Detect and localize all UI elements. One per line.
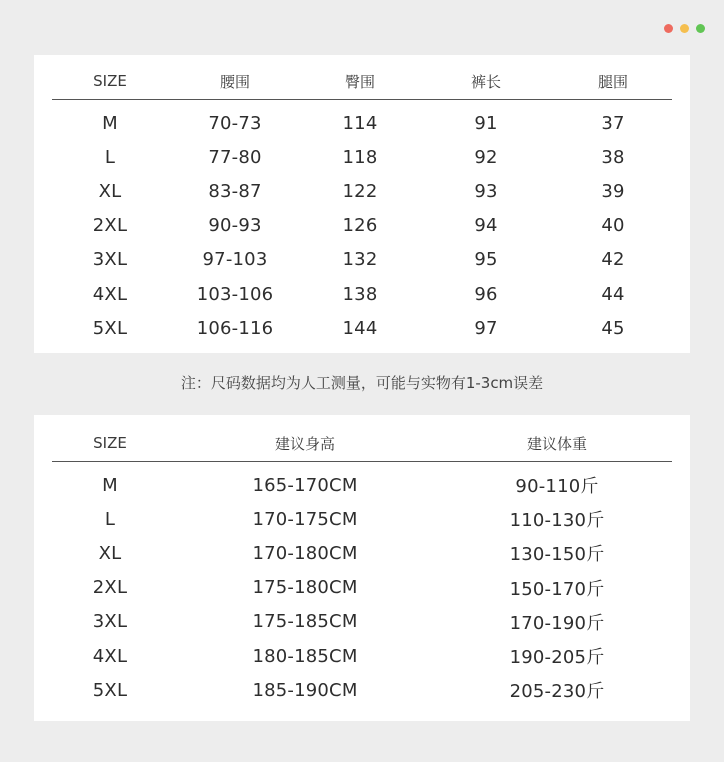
hip-cell: 126 (342, 215, 378, 237)
waist-cell: 77-80 (208, 146, 262, 168)
size-cell: 2XL (92, 577, 128, 599)
table-row (52, 100, 672, 141)
size-cell: XL (98, 542, 122, 564)
table-row (52, 605, 672, 639)
header-size: SIZE (52, 63, 168, 100)
height-cell: 185-190CM (252, 679, 358, 701)
length-cell: 91 (474, 112, 498, 134)
header-height: 建议身高 (168, 425, 442, 462)
table-row (52, 502, 672, 536)
thigh-cell: 37 (601, 112, 625, 134)
thigh-cell: 40 (601, 215, 625, 237)
height-cell: 170-180CM (252, 542, 358, 564)
height-cell: 175-185CM (252, 611, 358, 633)
weight-cell: 130-150斤 (509, 544, 605, 566)
hip-cell: 122 (342, 180, 378, 202)
weight-cell: 190-205斤 (509, 647, 605, 669)
table-header-row (52, 63, 672, 100)
height-cell: 170-175CM (252, 508, 358, 530)
table-header-row (52, 425, 672, 462)
header-hip: 臀围 (302, 63, 418, 100)
waist-cell: 97-103 (202, 249, 268, 271)
table-row (52, 536, 672, 570)
table-row (52, 571, 672, 605)
waist-cell: 90-93 (208, 215, 262, 237)
header-length: 裤长 (418, 63, 554, 100)
hip-cell: 138 (342, 283, 378, 305)
weight-cell: 110-130斤 (509, 510, 605, 532)
weight-cell: 150-170斤 (509, 578, 605, 600)
size-cell: 3XL (92, 611, 128, 633)
table-row (52, 243, 672, 277)
waist-cell: 106-116 (196, 317, 274, 339)
header-weight: 建议体重 (442, 425, 672, 462)
table-row (52, 639, 672, 673)
waist-cell: 70-73 (208, 112, 262, 134)
recommendation-table (52, 425, 672, 707)
size-cell: 5XL (92, 679, 128, 701)
thigh-cell: 44 (601, 283, 625, 305)
hip-cell: 132 (342, 249, 378, 271)
hip-cell: 118 (342, 146, 378, 168)
header-size: SIZE (52, 425, 168, 462)
table-row (52, 462, 672, 503)
thigh-cell: 38 (601, 146, 625, 168)
height-cell: 175-180CM (252, 577, 358, 599)
table-row (52, 174, 672, 208)
size-cell: 2XL (92, 215, 128, 237)
header-waist: 腰围 (168, 63, 302, 100)
length-cell: 95 (474, 249, 498, 271)
size-cell: 5XL (92, 317, 128, 339)
green-dot (696, 24, 705, 33)
size-cell: L (104, 146, 116, 168)
waist-cell: 83-87 (208, 180, 262, 202)
yellow-dot (680, 24, 689, 33)
length-cell: 94 (474, 215, 498, 237)
table-row (52, 209, 672, 243)
weight-cell: 90-110斤 (515, 476, 599, 498)
table-row (52, 673, 672, 707)
size-cell: M (102, 474, 118, 496)
length-cell: 93 (474, 180, 498, 202)
measurement-table (52, 63, 672, 345)
hip-cell: 144 (342, 317, 378, 339)
table-row (52, 140, 672, 174)
height-cell: 180-185CM (252, 645, 358, 667)
recommendation-card (34, 415, 690, 721)
thigh-cell: 39 (601, 180, 625, 202)
waist-cell: 103-106 (196, 283, 274, 305)
length-cell: 92 (474, 146, 498, 168)
size-cell: 4XL (92, 283, 128, 305)
size-cell: 3XL (92, 249, 128, 271)
size-cell: XL (98, 180, 122, 202)
length-cell: 97 (474, 317, 498, 339)
hip-cell: 114 (342, 112, 378, 134)
weight-cell: 205-230斤 (509, 681, 605, 703)
thigh-cell: 42 (601, 249, 625, 271)
height-cell: 165-170CM (252, 474, 358, 496)
header-thigh: 腿围 (554, 63, 672, 100)
table-row (52, 277, 672, 311)
size-cell: L (104, 508, 116, 530)
length-cell: 96 (474, 283, 498, 305)
table-row (52, 311, 672, 345)
size-cell: M (102, 112, 118, 134)
thigh-cell: 45 (601, 317, 625, 339)
measurement-card (34, 55, 690, 353)
size-cell: 4XL (92, 645, 128, 667)
measurement-note: 注：尺码数据均为人工测量，可能与实物有1-3cm误差 (180, 374, 544, 392)
weight-cell: 170-190斤 (509, 612, 605, 634)
red-dot (664, 24, 673, 33)
window-controls (664, 24, 705, 33)
